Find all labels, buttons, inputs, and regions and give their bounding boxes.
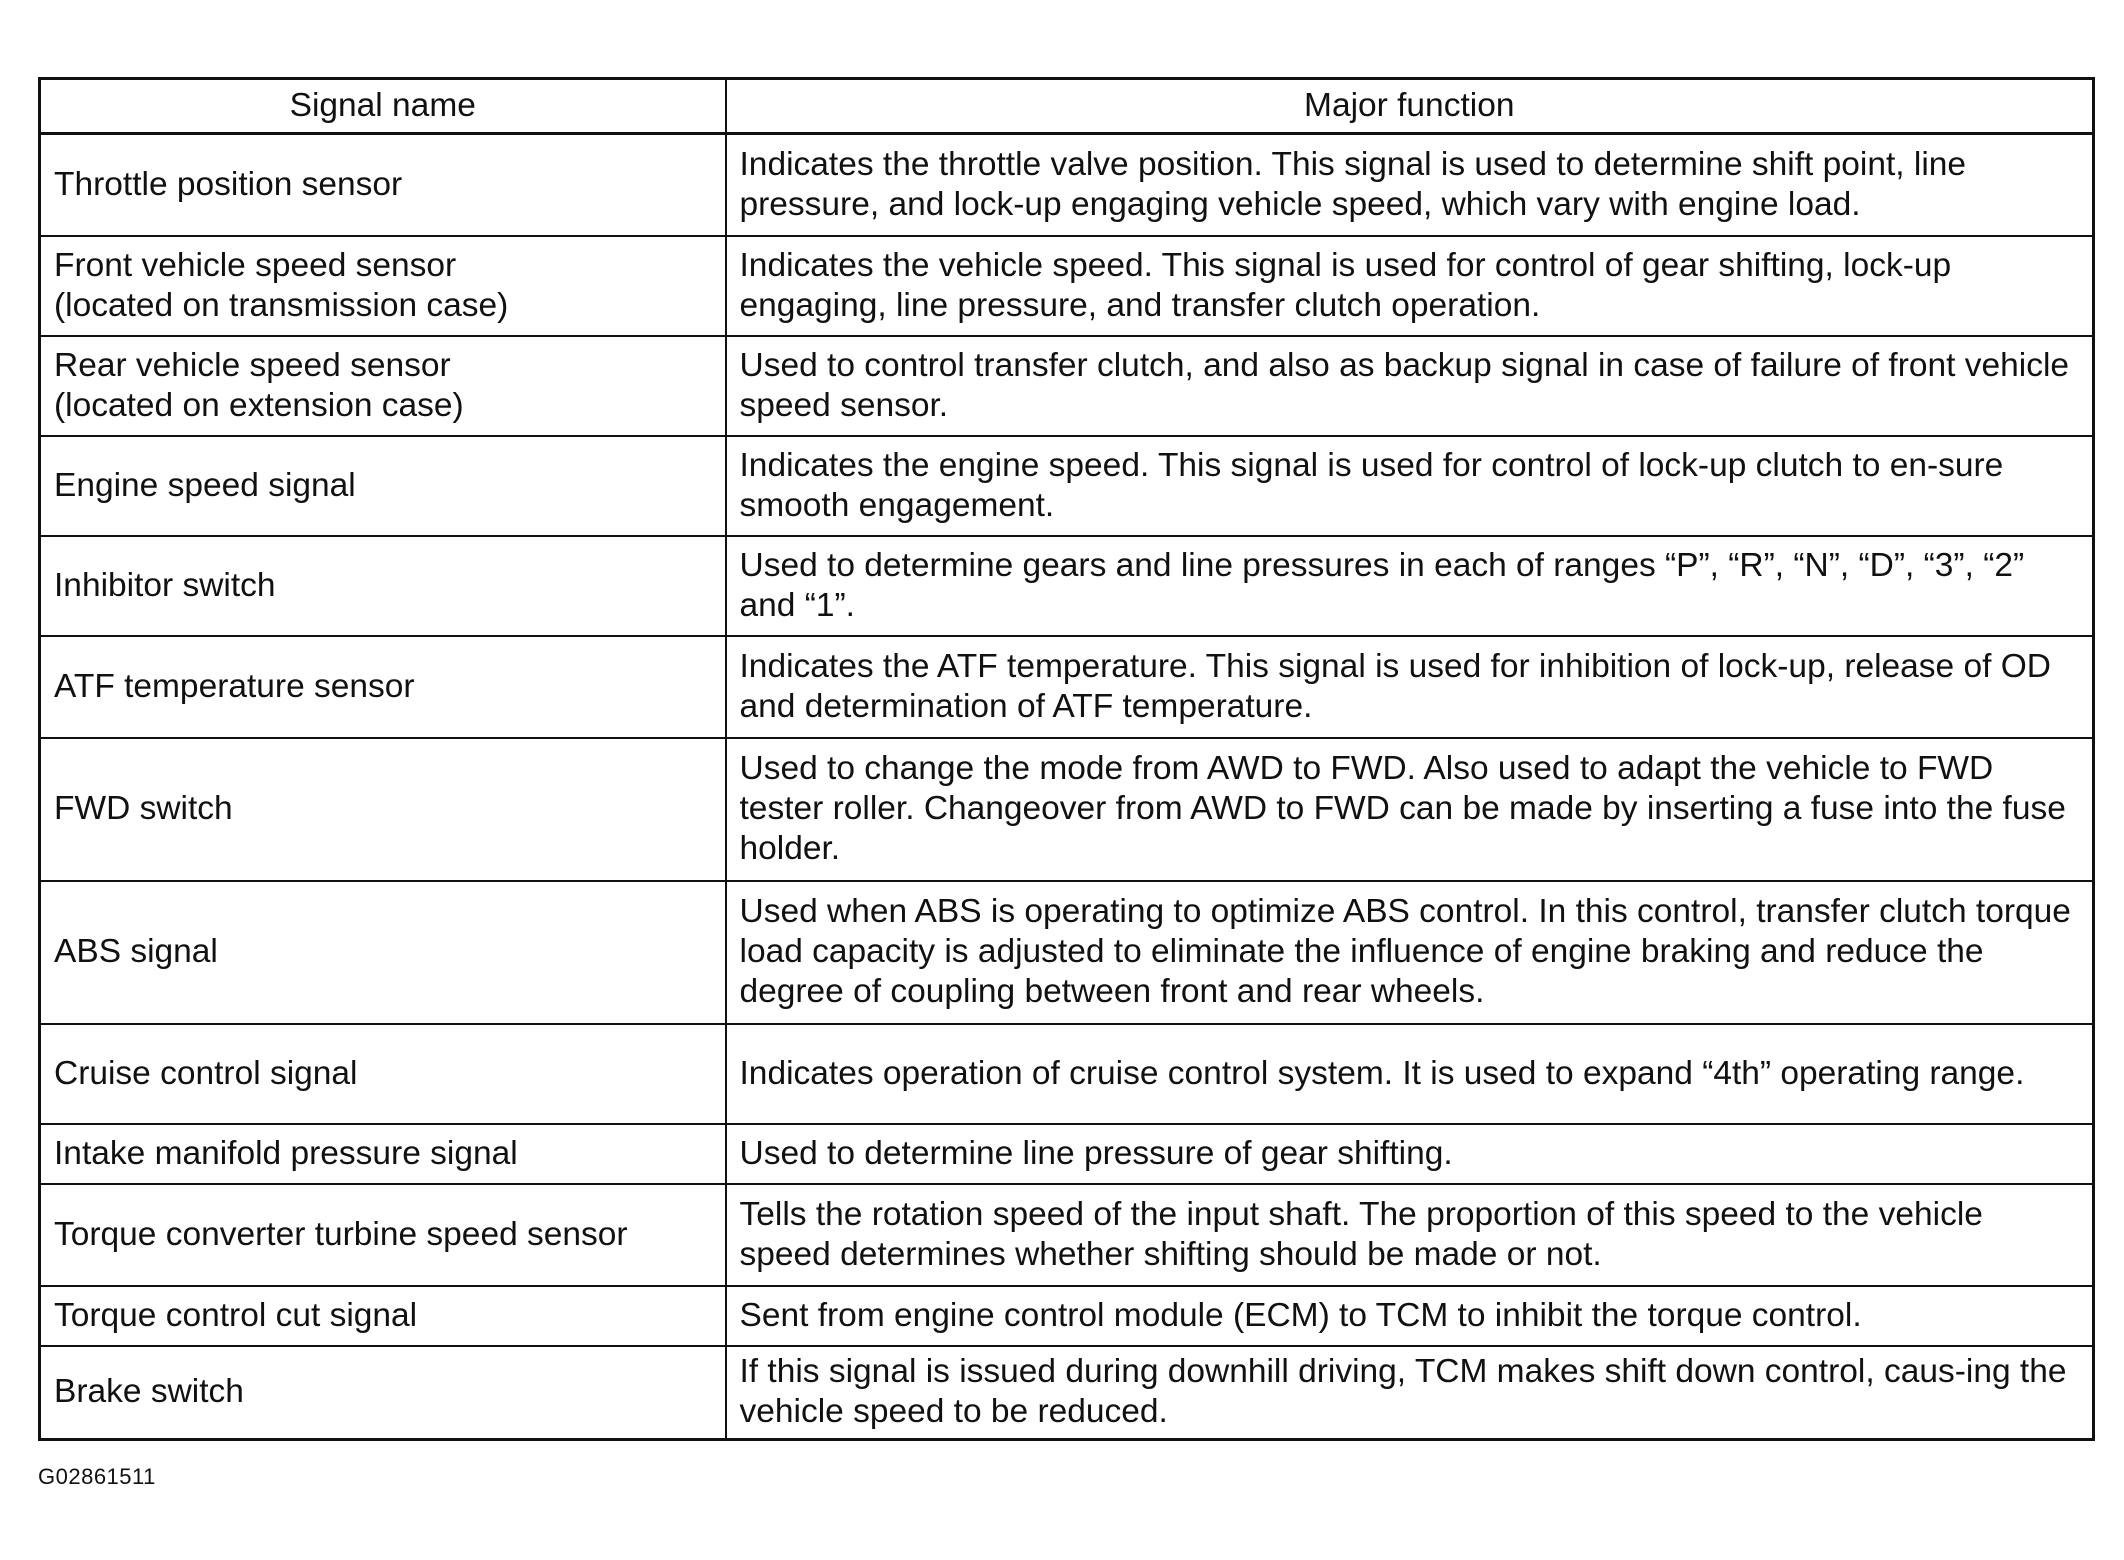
signal-name-cell: ABS signal xyxy=(40,881,726,1024)
table-row xyxy=(40,738,2094,881)
header-row xyxy=(40,79,2094,134)
table-row xyxy=(40,1286,2094,1346)
table-row xyxy=(40,1124,2094,1184)
function-cell: Used to change the mode from AWD to FWD. Also used to adapt the vehicle to FWD tester roller. Changeover from AWD to FWD can be made by inserting a fuse into the fuse holder. xyxy=(726,738,2094,881)
function-cell: Sent from engine control module (ECM) to TCM to inhibit the torque control. xyxy=(726,1286,2094,1346)
signal-name-cell: Throttle position sensor xyxy=(40,134,726,236)
function-cell: Used to determine gears and line pressures in each of ranges “P”, “R”, “N”, “D”, “3”, “2” and “1”. xyxy=(726,536,2094,636)
function-cell: Used to determine line pressure of gear shifting. xyxy=(726,1124,2094,1184)
signal-name-cell: Cruise control signal xyxy=(40,1024,726,1124)
header-signal-name: Signal name xyxy=(40,79,726,134)
table-row xyxy=(40,1184,2094,1286)
table-row xyxy=(40,881,2094,1024)
table-row xyxy=(40,436,2094,536)
signal-name-cell: Brake switch xyxy=(40,1346,726,1440)
function-cell: Indicates the engine speed. This signal is used for control of lock-up clutch to en-sure smooth engagement. xyxy=(726,436,2094,536)
function-cell: Indicates operation of cruise control system. It is used to expand “4th” operating range. xyxy=(726,1024,2094,1124)
signal-name-cell: Torque control cut signal xyxy=(40,1286,726,1346)
signal-name-cell: Rear vehicle speed sensor (located on extension case) xyxy=(40,336,726,436)
function-cell: Used when ABS is operating to optimize ABS control. In this control, transfer clutch torque load capacity is adjusted to eliminate the influence of engine braking and reduce the degree of coupling between front and rear wheels. xyxy=(726,881,2094,1024)
signal-name-cell: Intake manifold pressure signal xyxy=(40,1124,726,1184)
signal-name-cell: Front vehicle speed sensor (located on transmission case) xyxy=(40,236,726,336)
table-row xyxy=(40,134,2094,236)
table-row xyxy=(40,1024,2094,1124)
signal-name-cell: Engine speed signal xyxy=(40,436,726,536)
table-row xyxy=(40,1346,2094,1440)
signal-function-table xyxy=(38,77,2095,1441)
signal-name-cell: Inhibitor switch xyxy=(40,536,726,636)
table-row xyxy=(40,636,2094,738)
function-cell: Indicates the ATF temperature. This signal is used for inhibition of lock-up, release of OD and determination of ATF temperature. xyxy=(726,636,2094,738)
figure-id-label: G02861511 xyxy=(38,1464,156,1489)
signal-name-cell: ATF temperature sensor xyxy=(40,636,726,738)
table-row xyxy=(40,336,2094,436)
header-major-function: Major function xyxy=(726,79,2094,134)
function-cell: Tells the rotation speed of the input shaft. The proportion of this speed to the vehicle speed determines whether shifting should be made or not. xyxy=(726,1184,2094,1286)
function-cell: Indicates the throttle valve position. This signal is used to determine shift point, line pressure, and lock-up engaging vehicle speed, which vary with engine load. xyxy=(726,134,2094,236)
function-cell: If this signal is issued during downhill driving, TCM makes shift down control, caus-ing the vehicle speed to be reduced. xyxy=(726,1346,2094,1440)
signal-name-cell: Torque converter turbine speed sensor xyxy=(40,1184,726,1286)
function-cell: Used to control transfer clutch, and also as backup signal in case of failure of front vehicle speed sensor. xyxy=(726,336,2094,436)
table-row xyxy=(40,236,2094,336)
function-cell: Indicates the vehicle speed. This signal is used for control of gear shifting, lock-up engaging, line pressure, and transfer clutch operation. xyxy=(726,236,2094,336)
table-row xyxy=(40,536,2094,636)
signal-name-cell: FWD switch xyxy=(40,738,726,881)
